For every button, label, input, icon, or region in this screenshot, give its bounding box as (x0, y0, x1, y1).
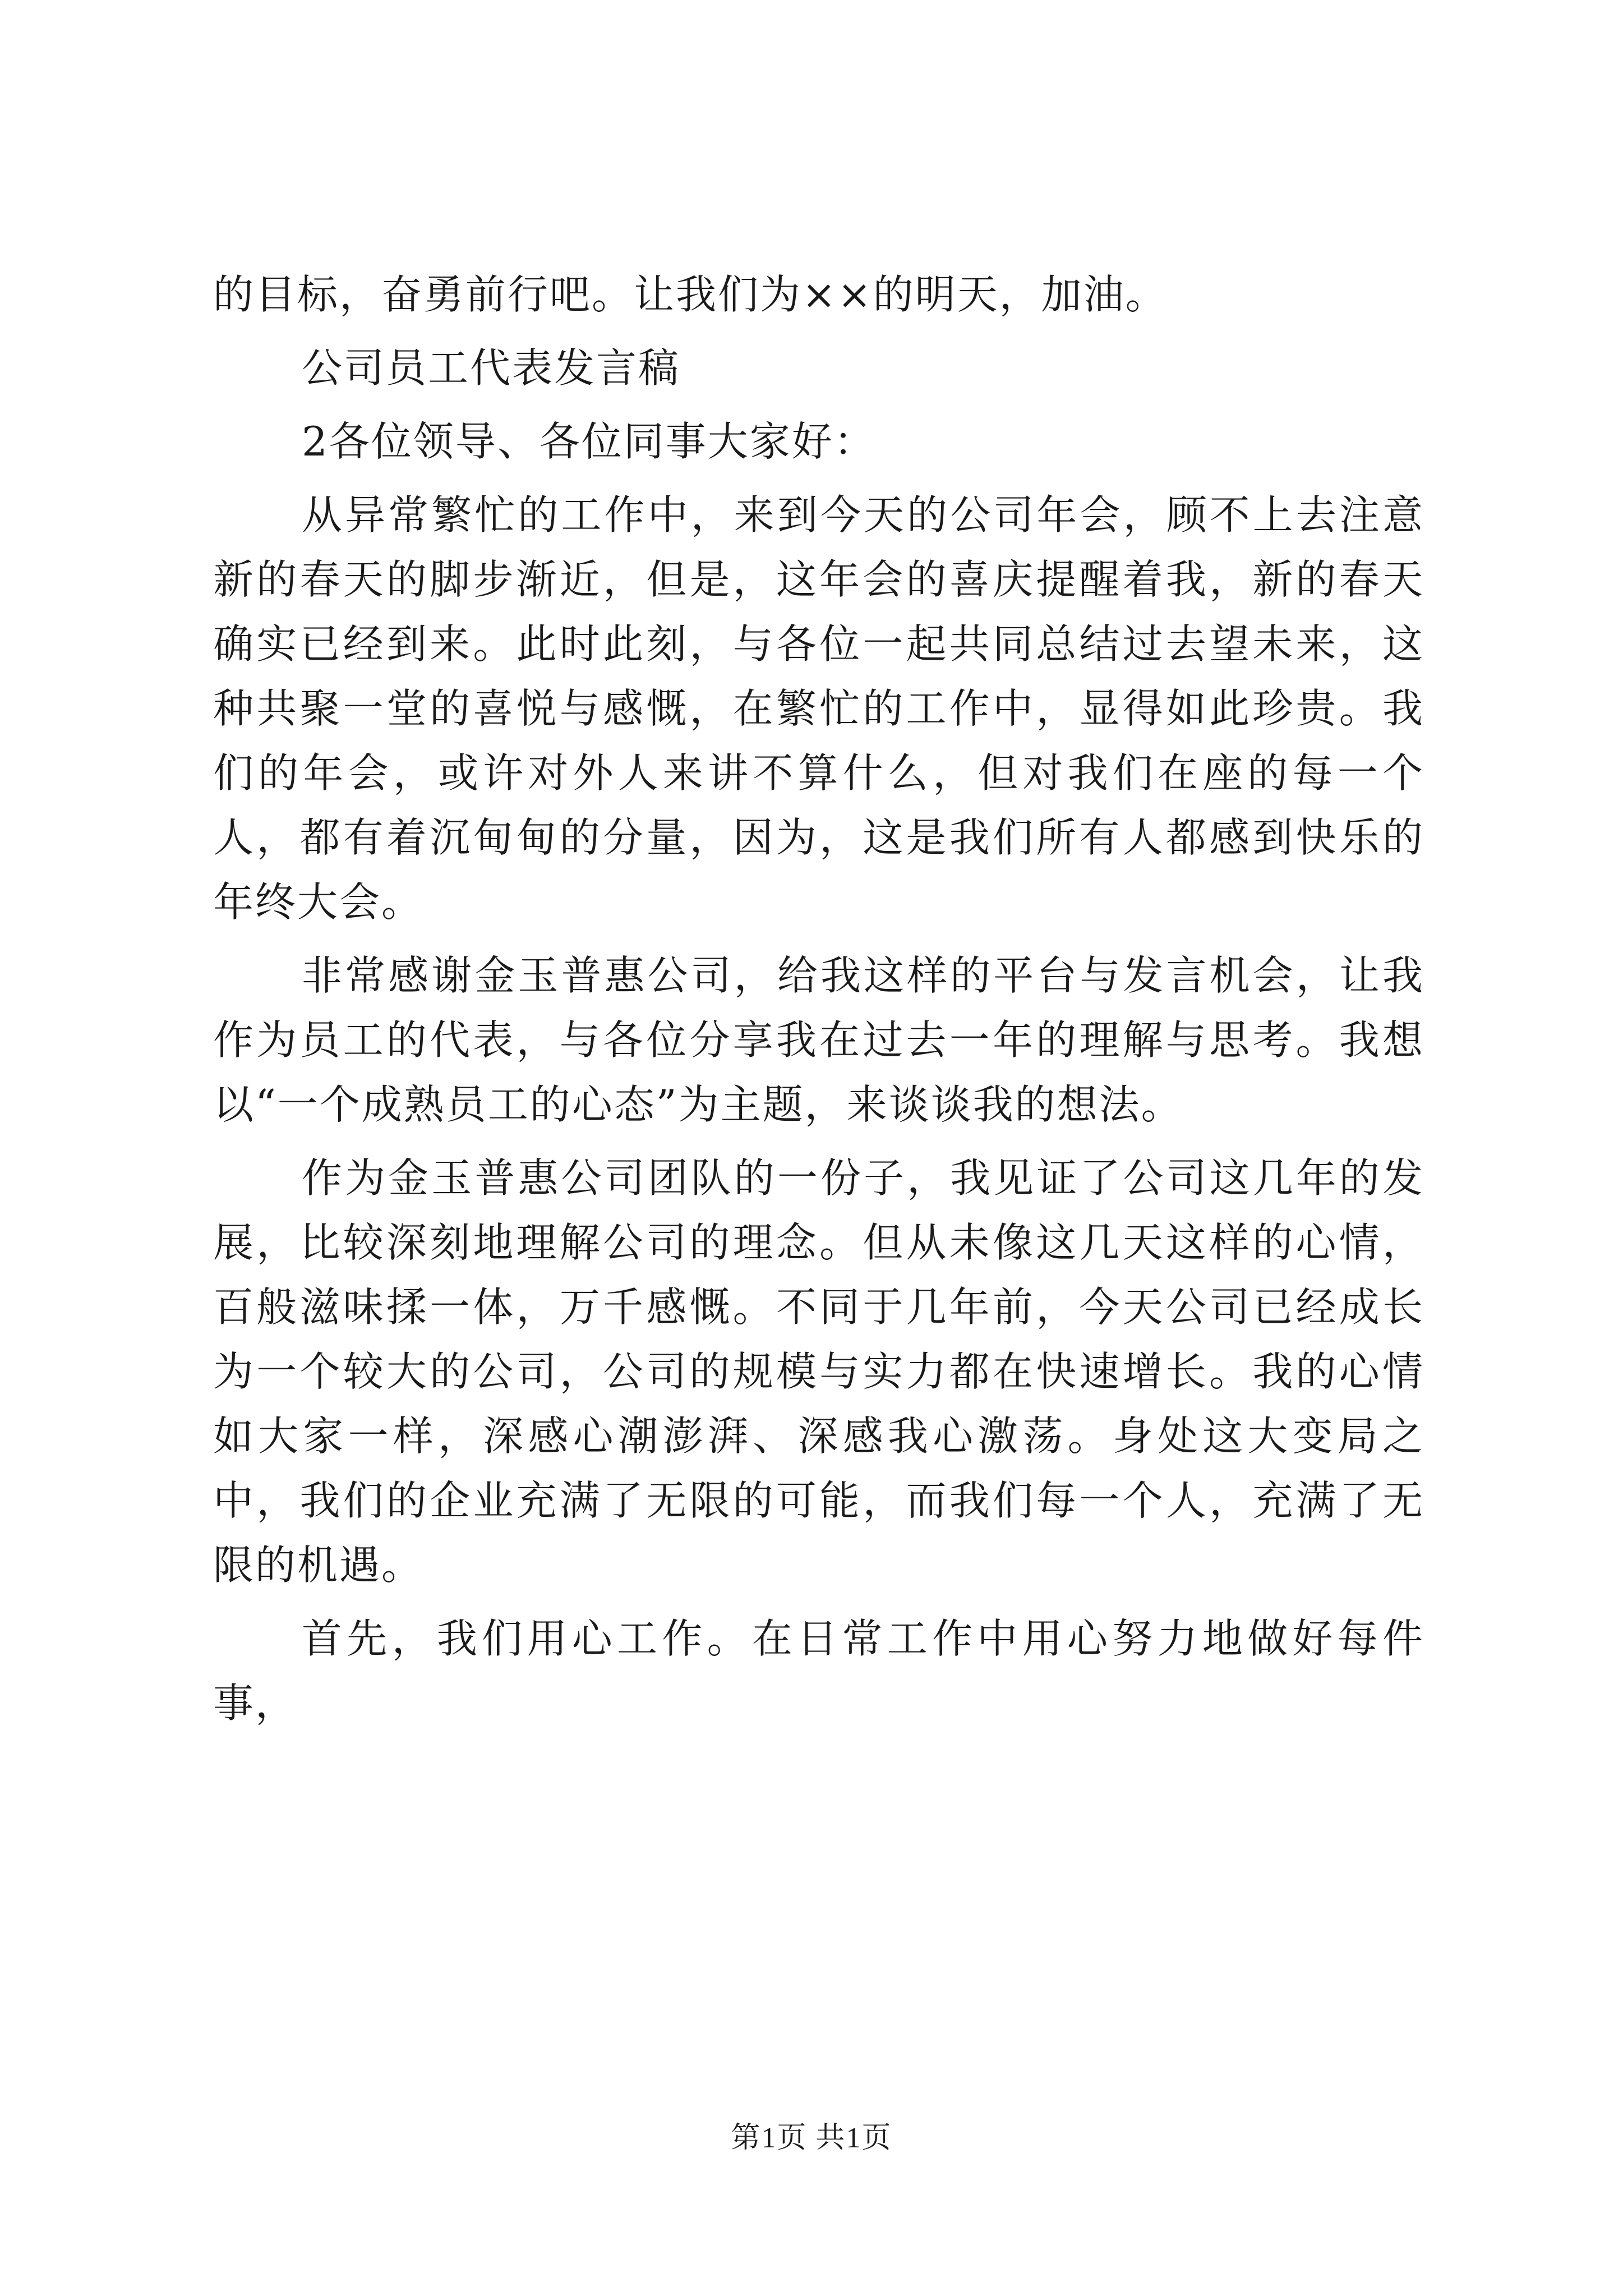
page-footer: 第1页 共1页 (731, 2122, 892, 2154)
paragraph-first-point: 首先，我们用心工作。在日常工作中用心努力地做好每件事， (213, 1615, 1424, 1727)
paragraph-opening: 从异常繁忙的工作中，来到今天的公司年会，顾不上去注意新的春天的脚步渐近，但是，这年会的喜庆提醒着我，新的春天确实已经到来。此时此刻，与各位一起共同总结过去望未来，这种共聚一堂的喜悦与感慨，在繁忙的工作中，显得如此珍贵。我们的年会，或许对外人来讲不算什么，但对我们在座的每一个人，都有着沉甸甸的分量，因为，这是我们所有人都感到快乐的年终大会。 (213, 491, 1424, 926)
paragraph-thanks: 非常感谢金玉普惠公司，给我这样的平台与发言机会，让我作为员工的代表，与各位分享我在过去一年的理解与思考。我想以“一个成熟员工的心态”为主题，来谈谈我的想法。 (213, 952, 1424, 1128)
paragraph-closing-line: 的目标，奋勇前行吧。让我们为××的明天，加油。 (213, 271, 1168, 318)
paragraph-title: 公司员工代表发言稿 (302, 344, 681, 392)
document-body (213, 263, 1424, 1745)
paragraph-salutation: 2各位领导、各位同事大家好： (302, 418, 876, 465)
paragraph-reflection: 作为金玉普惠公司团队的一份子，我见证了公司这几年的发展，比较深刻地理解公司的理念。但从未像这几天这样的心情，百般滋味揉一体，万千感慨。不同于几年前，今天公司已经成长为一个较大的公司，公司的规模与实力都在快速增长。我的心情如大家一样，深感心潮澎湃、深感我心激荡。身处这大变局之中，我们的企业充满了无限的可能，而我们每一个人，充满了无限的机遇。 (213, 1154, 1424, 1589)
